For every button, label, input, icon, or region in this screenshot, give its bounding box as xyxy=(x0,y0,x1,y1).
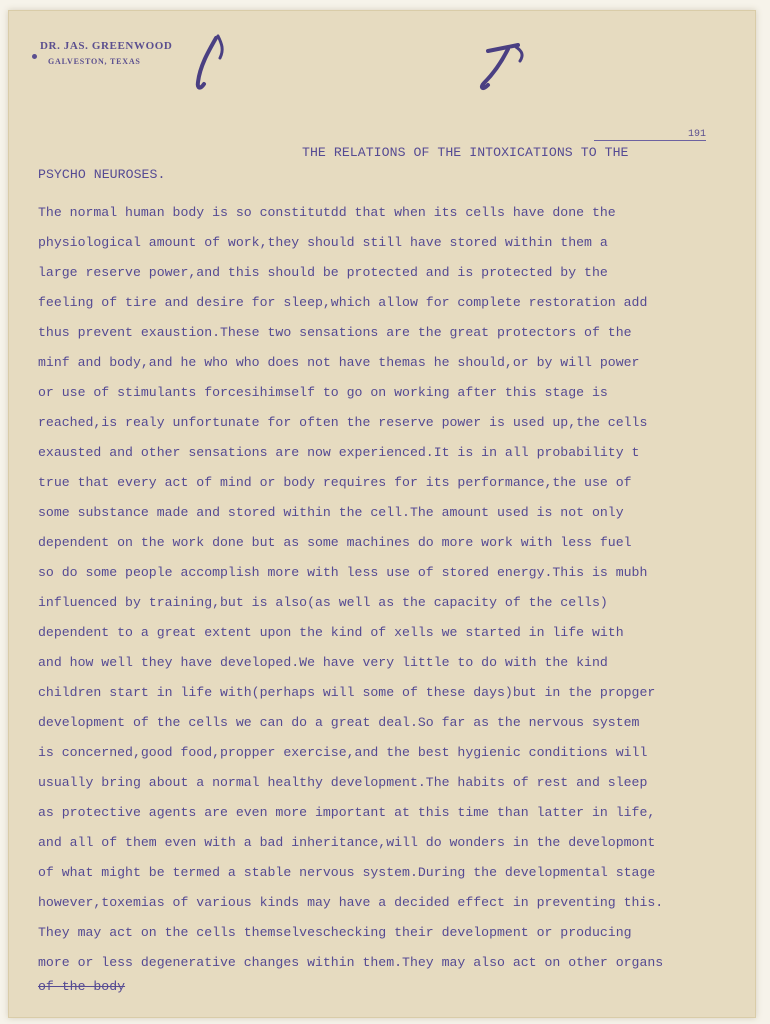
body-line: children start in life with(perhaps will some of these days)but in the propger xyxy=(38,685,656,700)
body-line: exausted and other sensations are now experienced.It is in all probability t xyxy=(38,445,640,460)
body-line: as protective agents are even more important at this time than latter in life, xyxy=(38,805,656,820)
body-line: and how well they have developed.We have very little to do with the kind xyxy=(38,655,608,670)
document-title: THE RELATIONS OF THE INTOXICATIONS TO THE xyxy=(302,145,629,160)
body-line: physiological amount of work,they should still have stored within them a xyxy=(38,235,608,250)
body-line: of what might be termed a stable nervous system.During the developmental stage xyxy=(38,865,656,880)
body-line: large reserve power,and this should be protected and is protected by the xyxy=(38,265,608,280)
document-page xyxy=(8,10,756,1018)
body-line: minf and body,and he who who does not have themas he should,or by will power xyxy=(38,355,640,370)
body-line: influenced by training,but is also(as well as the capacity of the cells) xyxy=(38,595,608,610)
body-line: reached,is realy unfortunate for often the reserve power is used up,the cells xyxy=(38,415,648,430)
body-line: thus prevent exaustion.These two sensations are the great protectors of the xyxy=(38,325,632,340)
date-line: 191 xyxy=(594,130,706,141)
body-line: The normal human body is so constitutdd that when its cells have done the xyxy=(38,205,616,220)
body-line: and all of them even with a bad inheritance,will do wonders in the developmont xyxy=(38,835,656,850)
body-line: is concerned,good food,propper exercise,and the best hygienic conditions will xyxy=(38,745,648,760)
body-line: feeling of tire and desire for sleep,which allow for complete restoration add xyxy=(38,295,648,310)
letterhead xyxy=(40,40,172,66)
body-line: usually bring about a normal healthy development.The habits of rest and sleep xyxy=(38,775,648,790)
body-line: development of the cells we can do a great deal.So far as the nervous system xyxy=(38,715,640,730)
body-line: however,toxemias of various kinds may have a decided effect in preventing this. xyxy=(38,895,664,910)
letterhead-name: DR. JAS. GREENWOOD xyxy=(40,40,173,52)
struck-line: of the body xyxy=(38,979,126,994)
letterhead-dot xyxy=(32,54,37,59)
body-line: some substance made and stored within the cell.The amount used is not only xyxy=(38,505,624,520)
body-line: so do some people accomplish more with less use of stored energy.This is mubh xyxy=(38,565,648,580)
document-body xyxy=(38,198,663,996)
body-line: dependent to a great extent upon the kind of xells we started in life with xyxy=(38,625,624,640)
document-subtitle: PSYCHO NEUROSES. xyxy=(38,167,166,182)
body-line: or use of stimulants forcesihimself to go on working after this stage is xyxy=(38,385,608,400)
body-line: true that every act of mind or body requires for its performance,the use of xyxy=(38,475,632,490)
body-line: dependent on the work done but as some machines do more work with less fuel xyxy=(38,535,632,550)
body-line: They may act on the cells themselveschecking their development or producing xyxy=(38,925,632,940)
letterhead-location: GALVESTON, TEXAS xyxy=(48,57,141,66)
ink-mark-right xyxy=(468,35,548,95)
ink-mark-left xyxy=(178,32,248,102)
body-line: more or less degenerative changes within them.They may also act on other organs xyxy=(38,955,664,970)
